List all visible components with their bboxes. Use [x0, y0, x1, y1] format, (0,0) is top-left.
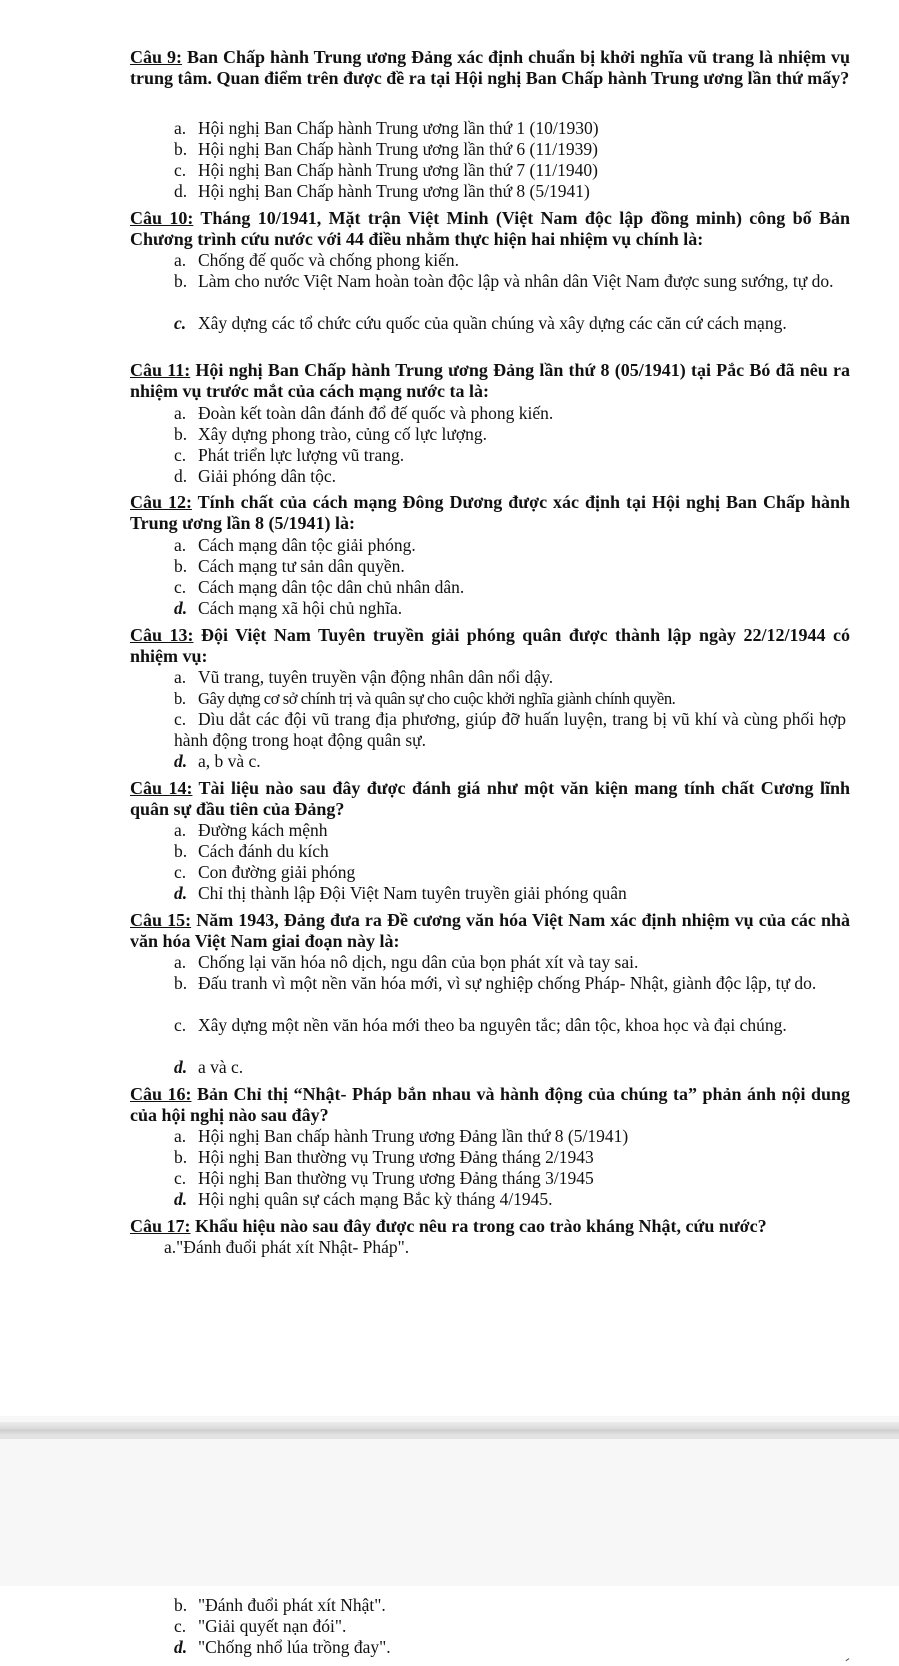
option-c: c. Xây dựng các tổ chức cứu quốc của quần chúng và xây dựng các căn cứ cách mạng.	[174, 313, 787, 333]
option-d: d. Giải phóng dân tộc.	[174, 466, 337, 486]
option-d: d. Cách mạng xã hội chủ nghĩa.	[174, 598, 403, 618]
option-a: a."Đánh đuổi phát xít Nhật- Pháp".	[164, 1237, 410, 1257]
page-edge-band	[0, 1422, 899, 1436]
option-b: b. Gây dựng cơ sở chính trị và quân sự cho cuộc khởi nghĩa giành chính quyền.	[174, 689, 676, 708]
option-a: a. Vũ trang, tuyên truyền vận động nhân dân nổi dậy.	[174, 667, 554, 687]
option-a: a. Hội nghị Ban chấp hành Trung ương Đảng lần thứ 8 (5/1941)	[174, 1126, 629, 1146]
question-10	[130, 208, 850, 250]
question-number: Câu 16:	[130, 1084, 192, 1104]
question-number: Câu 12:	[130, 492, 192, 512]
question-number: Câu 10:	[130, 208, 194, 228]
question-11	[130, 360, 850, 402]
question-text: Khẩu hiệu nào sau đây được nêu ra trong cao trào kháng Nhật, cứu nước?	[190, 1216, 767, 1236]
question-15	[130, 910, 850, 952]
page-edge-shadow	[0, 1436, 899, 1439]
question-9	[130, 47, 850, 89]
question-text: Hội nghị Ban Chấp hành Trung ương Đảng lần thứ 8 (05/1941) tại Pắc Bó đã nêu ra nhiệm vụ trước mắt của cách mạng nước ta là:	[130, 360, 850, 401]
question-14	[130, 778, 850, 820]
question-text: Năm 1943, Đảng đưa ra Đề cương văn hóa Việt Nam xác định nhiệm vụ của các nhà văn hóa Việt Nam giai đoạn này là:	[130, 910, 850, 951]
option-a: a. Cách mạng dân tộc giải phóng.	[174, 535, 416, 555]
question-text: Tính chất của cách mạng Đông Dương được xác định tại Hội nghị Ban Chấp hành Trung ương lần 8 (5/1941) là:	[130, 492, 850, 533]
option-a: a. Chống đế quốc và chống phong kiến.	[174, 250, 459, 270]
question-text: Đội Việt Nam Tuyên truyền giải phóng quân được thành lập ngày 22/12/1944 có nhiệm vụ:	[130, 625, 850, 666]
document-page-bottom	[0, 1586, 899, 1666]
question-number: Câu 15:	[130, 910, 192, 930]
option-a: a. Đường kách mệnh	[174, 820, 328, 840]
option-a: a. Chống lại văn hóa nô dịch, ngu dân của bọn phát xít và tay sai.	[174, 952, 639, 972]
option-b: b. Đấu tranh vì một nền văn hóa mới, vì sự nghiệp chống Pháp- Nhật, giành độc lập, tự do.	[174, 973, 817, 993]
option-b: b. Cách mạng tư sản dân quyền.	[174, 556, 405, 576]
question-text: Tài liệu nào sau đây được đánh giá như một văn kiện mang tính chất Cương lĩnh quân sự đầu tiên của Đảng?	[130, 778, 850, 819]
question-12	[130, 492, 850, 534]
option-c: c. Xây dựng một nền văn hóa mới theo ba nguyên tắc; dân tộc, khoa học và đại chúng.	[174, 1015, 787, 1035]
option-c: c. Hội nghị Ban Chấp hành Trung ương lần thứ 7 (11/1940)	[174, 160, 598, 180]
question-text: Bản Chỉ thị “Nhật- Pháp bắn nhau và hành động của chúng ta” phản ánh nội dung của hội nghị nào sau đây?	[130, 1084, 850, 1125]
option-d: d. a và c.	[174, 1057, 244, 1077]
question-13	[130, 625, 850, 667]
option-c: c. Dìu dắt các đội vũ trang địa phương, giúp đỡ huấn luyện, trang bị vũ khí và cùng phối hợp hành động trong hoạt động quân sự.	[174, 709, 846, 750]
option-b: b. Hội nghị Ban Chấp hành Trung ương lần thứ 6 (11/1939)	[174, 139, 598, 159]
option-c: c. Hội nghị Ban thường vụ Trung ương Đảng tháng 3/1945	[174, 1168, 594, 1188]
question-17	[130, 1216, 850, 1237]
option-d: d. "Chống nhổ lúa trồng đay".	[174, 1637, 391, 1657]
question-text: Ban Chấp hành Trung ương Đảng xác định chuẩn bị khởi nghĩa vũ trang là nhiệm vụ trung tâm. Quan điểm trên được đề ra tại Hội nghị Ban Chấp hành Trung ương lần thứ mấy?	[130, 47, 850, 88]
option-b: b. "Đánh đuổi phát xít Nhật".	[174, 1595, 386, 1615]
option-b: b. Làm cho nước Việt Nam hoàn toàn độc lập và nhân dân Việt Nam được sung sướng, tự do.	[174, 271, 834, 291]
option-a: a. Đoàn kết toàn dân đánh đổ đế quốc và phong kiến.	[174, 403, 554, 423]
option-d: d. a, b và c.	[174, 751, 261, 771]
option-d: d. Hội nghị quân sự cách mạng Bắc kỳ tháng 4/1945.	[174, 1189, 553, 1209]
option-b: b. Xây dựng phong trào, củng cố lực lượng.	[174, 424, 487, 444]
option-b: b. Hội nghị Ban thường vụ Trung ương Đảng tháng 2/1943	[174, 1147, 594, 1167]
option-c: c. Cách mạng dân tộc dân chủ nhân dân.	[174, 577, 465, 597]
option-b: b. Cách đánh du kích	[174, 841, 329, 861]
option-c: c. Phát triển lực lượng vũ trang.	[174, 445, 405, 465]
question-number: Câu 14:	[130, 778, 193, 798]
question-number: Câu 11:	[130, 360, 191, 380]
question-number: Câu 17:	[130, 1216, 191, 1236]
question-number: Câu 13:	[130, 625, 194, 645]
option-d: d. Hội nghị Ban Chấp hành Trung ương lần thứ 8 (5/1941)	[174, 181, 590, 201]
option-d: d. Chỉ thị thành lập Đội Việt Nam tuyên truyền giải phóng quân	[174, 883, 627, 903]
page-break-gap	[0, 1416, 899, 1586]
option-c: c. Con đường giải phóng	[174, 862, 356, 882]
question-number: Câu 9:	[130, 47, 182, 67]
option-c: c. "Giải quyết nạn đói".	[174, 1616, 347, 1636]
question-text: Tháng 10/1941, Mặt trận Việt Minh (Việt Nam độc lập đồng minh) công bố Bản Chương trình cứu nước với 44 điều nhằm thực hiện hai nhiệm vụ chính là:	[130, 208, 850, 249]
option-a: a. Hội nghị Ban Chấp hành Trung ương lần thứ 1 (10/1930)	[174, 118, 599, 138]
question-16	[130, 1084, 850, 1126]
